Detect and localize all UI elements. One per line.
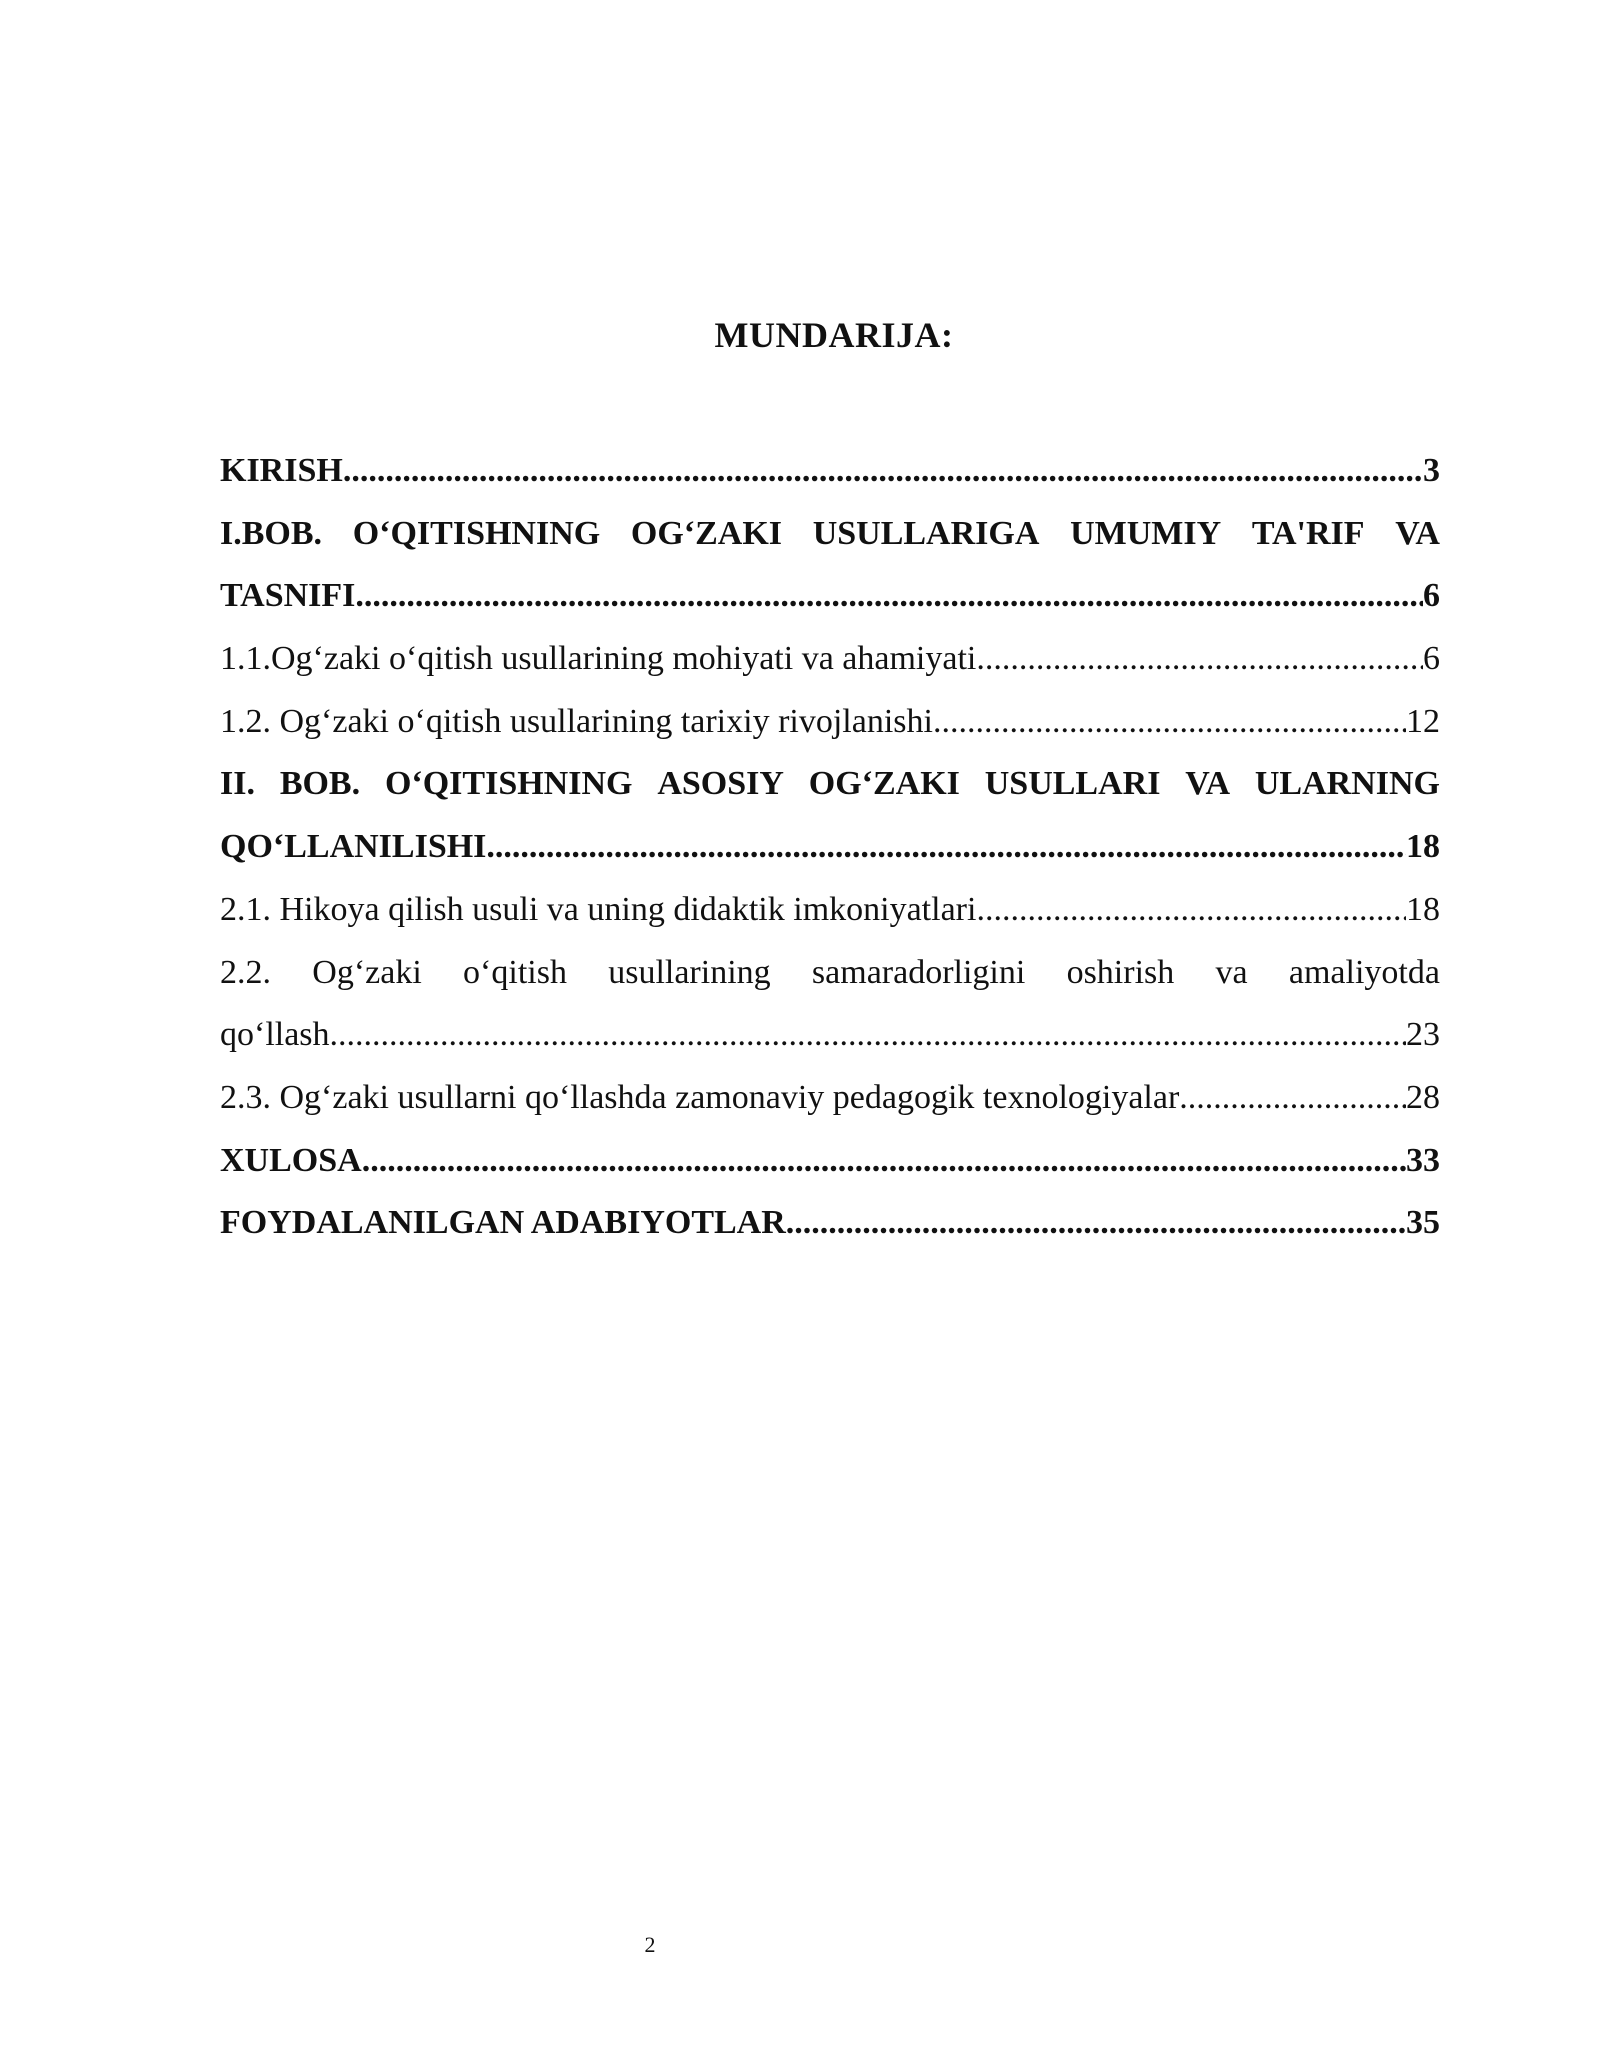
toc-word: o‘qitish [463,953,567,991]
toc-word: 2.2. [220,953,271,991]
table-of-contents [220,440,1440,1255]
toc-leader-dots [355,565,1423,628]
toc-entry-label: 1.2. Og‘zaki o‘qitish usullarining tarixiy rivojlanishi [220,702,933,740]
toc-entry-1-1 [220,628,1440,691]
toc-word: Og‘zaki [312,953,422,991]
toc-word: I.BOB. [220,514,323,552]
toc-entry-page: 23 [1406,1016,1440,1054]
toc-word: TA'RIF [1251,514,1365,552]
toc-word: II. [220,765,255,803]
toc-entry-page: 28 [1406,1078,1440,1116]
toc-word: samaradorligini [811,953,1026,991]
toc-entry-1-2 [220,691,1440,754]
toc-leader-dots [362,1130,1406,1193]
toc-entry-label: 1.1.Og‘zaki o‘qitish usullarining mohiyati va ahamiyati [220,640,977,678]
toc-leader-dots [343,440,1423,503]
toc-entry-page: 18 [1406,828,1440,866]
toc-word: oshirish [1066,953,1175,991]
toc-word: va [1215,953,1248,991]
toc-entry-xulosa [220,1130,1440,1193]
toc-word: amaliyotda [1288,953,1440,991]
toc-word: UMUMIY [1070,514,1222,552]
toc-leader-dots [976,879,1406,942]
page-number: 2 [644,1932,656,1957]
toc-leader-dots [330,1004,1406,1067]
toc-entry-2-2-line2 [220,1004,1440,1067]
toc-word: ULARNING [1254,765,1440,803]
toc-entry-label: 2.3. Og‘zaki usullarni qo‘llashda zamonaviy pedagogik texnologiyalar [220,1078,1180,1116]
toc-word: O‘QITISHNING [352,514,601,552]
toc-leader-dots [976,628,1423,691]
toc-leader-dots [1179,1067,1406,1130]
toc-entry-page: 33 [1406,1141,1440,1179]
toc-word: USULLARIGA [812,514,1040,552]
toc-word: ASOSIY [657,765,784,803]
toc-word: OG‘ZAKI [630,514,783,552]
toc-entry-bob2-line2 [220,816,1440,879]
toc-entry-label: QO‘LLANILISHI [220,828,487,866]
toc-entry-page: 12 [1406,702,1440,740]
toc-entry-label: TASNIFI [220,577,356,615]
toc-entry-bob2-line1 [220,753,1440,816]
toc-entry-page: 18 [1406,890,1440,928]
toc-entry-2-2-line1 [220,942,1440,1005]
toc-entry-2-3 [220,1067,1440,1130]
toc-entry-bob1-line1 [220,503,1440,566]
toc-entry-adabiyotlar [220,1192,1440,1255]
toc-word: BOB. [279,765,361,803]
toc-entry-label: 2.1. Hikoya qilish usuli va uning didaktik imkoniyatlari [220,890,977,928]
toc-word: USULLARI [984,765,1161,803]
toc-word: OG‘ZAKI [808,765,960,803]
toc-word: O‘QITISHNING [384,765,633,803]
toc-entry-label: qo‘llash [220,1016,330,1054]
page-title: MUNDARIJA: [714,315,954,355]
toc-entry-page: 6 [1423,577,1440,615]
toc-entry-bob1-line2 [220,565,1440,628]
toc-leader-dots [786,1192,1406,1255]
toc-entry-label: KIRISH [220,452,343,489]
toc-entry-page: 35 [1406,1204,1440,1242]
toc-word: usullarining [608,953,771,991]
toc-entry-2-1 [220,879,1440,942]
toc-word: VA [1395,514,1440,552]
toc-entry-page: 6 [1423,640,1440,678]
toc-word: VA [1185,765,1231,803]
toc-entry-kirish [220,440,1440,503]
toc-entry-page: 3 [1423,452,1440,489]
toc-entry-label: XULOSA [220,1141,362,1179]
toc-leader-dots [486,816,1406,879]
toc-leader-dots [933,691,1406,754]
toc-entry-label: FOYDALANILGAN ADABIYOTLAR [220,1204,786,1242]
